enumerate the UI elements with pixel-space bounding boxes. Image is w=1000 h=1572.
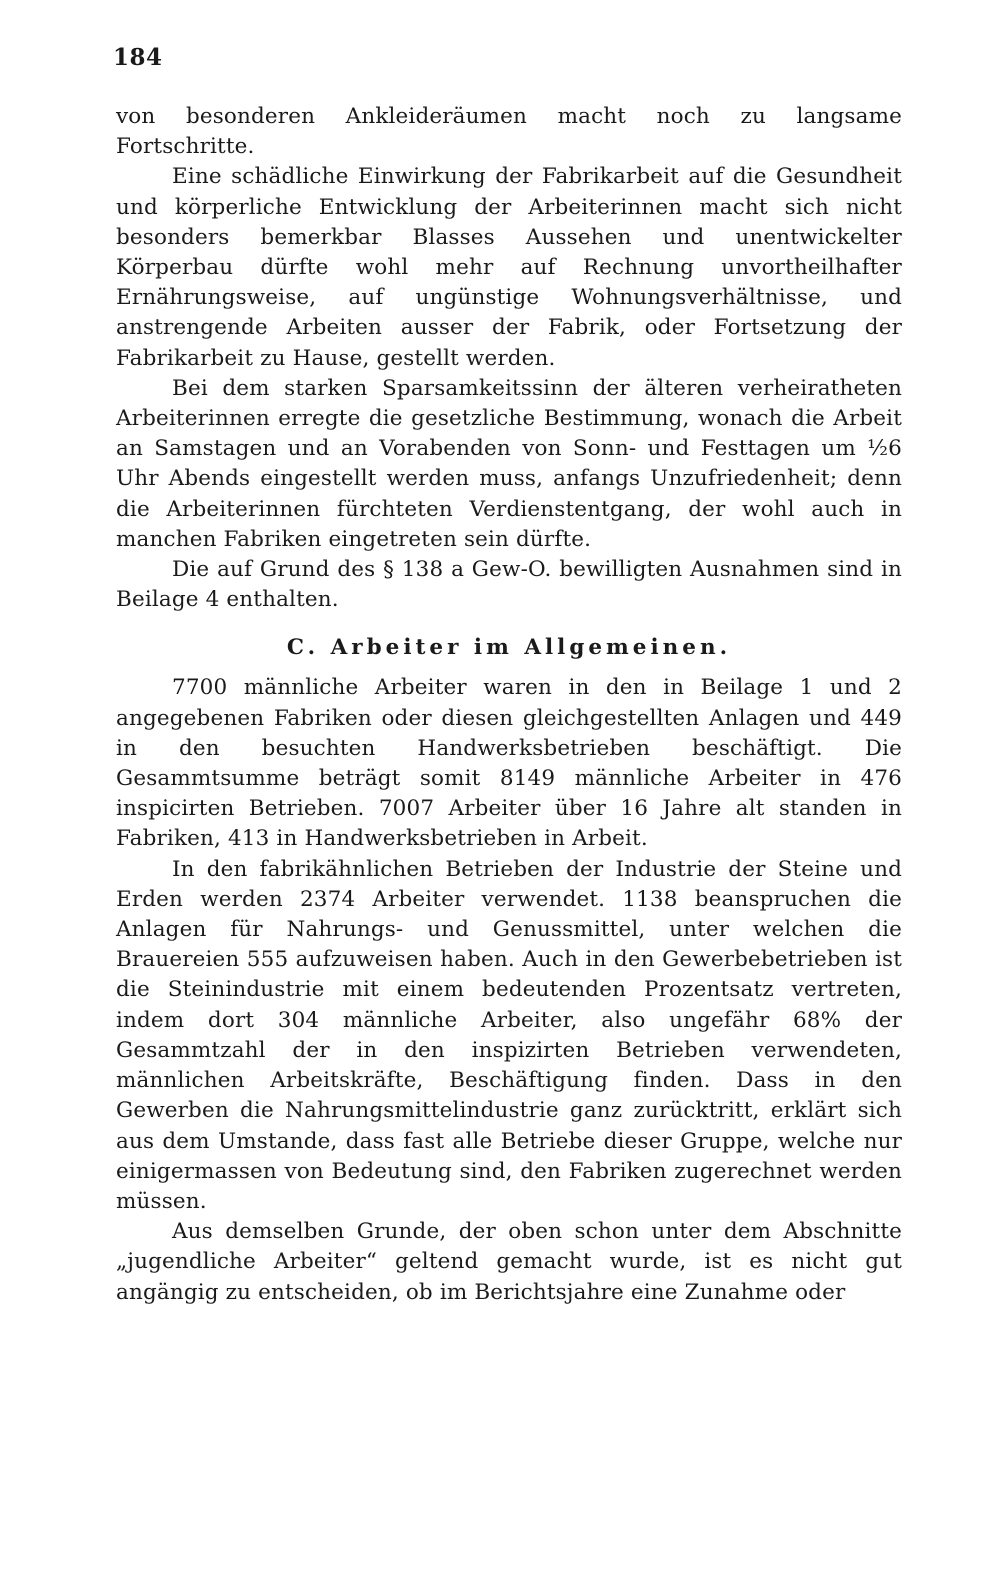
paragraph: 7700 männliche Arbeiter waren in den in Beilage 1 und 2 angegebenen Fabriken oder diesen gleichgestellten Anlagen und 449 in den besuchten Handwerksbetrieben beschäftigt. Die Gesammtsumme beträgt somit 8149 männliche Arbeiter in 476 inspicirten Betrieben. 7007 Arbeiter über 16 Jahre alt standen in Fabriken, 413 in Handwerksbetrieben in Arbeit. <box>116 675 902 852</box>
page-number: 184 <box>113 44 163 71</box>
paragraph: von besonderen Ankleideräumen macht noch zu langsame Fortschritte. <box>116 104 902 160</box>
paragraph: Die auf Grund des § 138 a Gew-O. bewilligten Ausnahmen sind in Beilage 4 enthalten. <box>116 557 902 613</box>
body-text <box>116 102 902 1308</box>
section-heading: C. Arbeiter im Allgemeinen. <box>286 635 732 661</box>
paragraph: In den fabrikähnlichen Betrieben der Industrie der Steine und Erden werden 2374 Arbeiter verwendet. 1138 beanspruchen die Anlagen für Nahrungs- und Genussmittel, unter welchen die Brauereien 555 aufzuweisen haben. Auch in den Gewerbebetrieben ist die Steinindustrie mit einem bedeutenden Prozentsatz vertreten, indem dort 304 männliche Arbeiter, also ungefähr 68% der Gesammtzahl der in den inspizirten Betrieben verwendeten, männlichen Arbeitskräfte, Beschäftigung finden. Dass in den Gewerben die Nahrungsmittelindustrie ganz zurücktritt, erklärt sich aus dem Umstande, dass fast alle Betriebe dieser Gruppe, welche nur einigermassen von Bedeutung sind, den Fabriken zugerechnet werden müssen. <box>116 856 902 1214</box>
paragraph: Eine schädliche Einwirkung der Fabrikarbeit auf die Gesundheit und körperliche Entwicklung der Arbeiterinnen macht sich nicht besonders bemerkbar Blasses Aussehen und unentwickelter Körperbau dürfte wohl mehr auf Rechnung unvortheilhafter Ernährungsweise, auf ungünstige Wohnungsverhältnisse, und anstrengende Arbeiten ausser der Fabrik, oder Fortsetzung der Fabrikarbeit zu Hause, gestellt werden. <box>116 164 902 371</box>
paragraph: Aus demselben Grunde, der oben schon unter dem Abschnitte „jugendliche Arbeiter“ geltend gemacht wurde, ist es nicht gut angängig zu entscheiden, ob im Berichtsjahre eine Zunahme oder <box>116 1219 902 1305</box>
paragraph: Bei dem starken Sparsamkeitssinn der älteren verheiratheten Arbeiterinnen erregte die gesetzliche Bestimmung, wonach die Arbeit an Samstagen und an Vorabenden von Sonn- und Festtagen um ½6 Uhr Abends eingestellt werden muss, anfangs Unzufriedenheit; denn die Arbeiterinnen fürchteten Verdienstentgang, der wohl auch in manchen Fabriken eingetreten sein dürfte. <box>116 375 902 552</box>
